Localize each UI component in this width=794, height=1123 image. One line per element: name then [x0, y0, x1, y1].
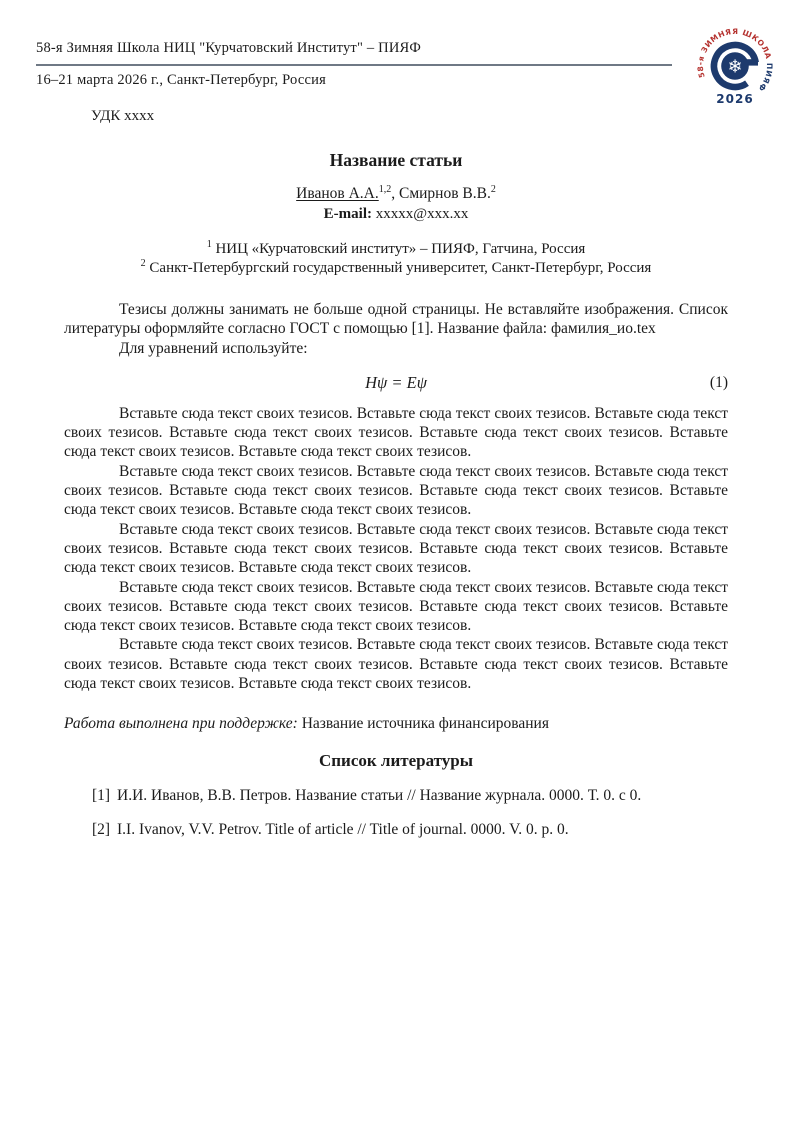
affiliation-2	[64, 259, 728, 278]
equation-block	[64, 373, 728, 397]
reference-1-text: И.И. Иванов, В.В. Петров. Название статьи // Название журнала. 0000. Т. 0. с 0.	[117, 787, 642, 805]
email-value: xxxxx@xxx.xx	[375, 206, 469, 222]
author-2: Смирнов В.В.	[398, 185, 491, 202]
affiliation-1	[64, 240, 728, 259]
article-title: Название статьи	[329, 150, 463, 170]
funding-value: Название источника финансирования	[297, 715, 549, 733]
snowflake-icon: ❄	[727, 56, 743, 78]
affiliation-2-text: Санкт-Петербургский государственный университет, Санкт-Петербург, Россия	[145, 259, 652, 276]
logo-arc-text-pnpi: ПИЯФ	[756, 62, 775, 94]
header-rule	[36, 64, 672, 66]
article-body	[64, 102, 728, 839]
funding-note	[64, 715, 728, 733]
email-label: E-mail:	[323, 206, 372, 222]
equation-number: (1)	[709, 373, 728, 391]
intro-paragraph: Тезисы должны занимать не больше одной страницы. Не вставляйте изображения. Список литературы оформляйте согласно ГОСТ с помощью [1]. Название файла: фамилия_ио.tex	[64, 301, 728, 338]
placeholder-paragraph-2: Вставьте сюда текст своих тезисов. Вставьте сюда текст своих тезисов. Вставьте сюда текст своих тезисов. Вставьте сюда текст своих тезисов. Вставьте сюда текст своих тезисов. Вставьте сюда текст своих тезисов. Вставьте сюда текст своих тезисов.	[64, 462, 728, 519]
placeholder-paragraph-1: Вставьте сюда текст своих тезисов. Вставьте сюда текст своих тезисов. Вставьте сюда текст своих тезисов. Вставьте сюда текст своих тезисов. Вставьте сюда текст своих тезисов. Вставьте сюда текст своих тезисов. Вставьте сюда текст своих тезисов.	[64, 404, 728, 461]
funding-label: Работа выполнена при поддержке:	[64, 715, 298, 733]
placeholder-paragraph-5: Вставьте сюда текст своих тезисов. Вставьте сюда текст своих тезисов. Вставьте сюда текст своих тезисов. Вставьте сюда текст своих тезисов. Вставьте сюда текст своих тезисов. Вставьте сюда текст своих тезисов. Вставьте сюда текст своих тезисов.	[64, 636, 728, 693]
affiliation-1-marker: 1	[206, 239, 212, 250]
references-heading: Список литературы	[318, 751, 474, 771]
author-2-superscript: 2	[490, 183, 496, 195]
school-logo-emblem	[692, 24, 778, 106]
reference-item-1	[64, 786, 728, 805]
logo-arc-text-school: 58-я ЗИМНЯЯ ШКОЛА	[695, 26, 774, 79]
authors-separator: ,	[391, 185, 399, 202]
author-1-superscript: 1,2	[378, 183, 392, 195]
equation-expression: Hψ = Eψ	[365, 372, 427, 392]
conference-date-location: 16–21 марта 2026 г., Санкт-Петербург, Россия	[36, 72, 326, 88]
reference-1-label: [1]	[92, 787, 111, 805]
placeholder-paragraph-3: Вставьте сюда текст своих тезисов. Вставьте сюда текст своих тезисов. Вставьте сюда текст своих тезисов. Вставьте сюда текст своих тезисов. Вставьте сюда текст своих тезисов. Вставьте сюда текст своих тезисов. Вставьте сюда текст своих тезисов.	[64, 520, 728, 577]
equation-intro-paragraph: Для уравнений используйте:	[119, 339, 308, 357]
logo-year: 2026	[716, 92, 754, 106]
affiliations	[64, 240, 728, 277]
author-1: Иванов А.А.	[296, 185, 379, 202]
reference-2-text: I.I. Ivanov, V.V. Petrov. Title of article // Title of journal. 0000. V. 0. p. 0.	[117, 821, 569, 839]
school-logo	[692, 24, 778, 106]
running-head	[36, 40, 672, 89]
udc-code: УДК xxxx	[91, 108, 155, 124]
email-line	[64, 206, 728, 223]
placeholder-paragraph-4: Вставьте сюда текст своих тезисов. Вставьте сюда текст своих тезисов. Вставьте сюда текст своих тезисов. Вставьте сюда текст своих тезисов. Вставьте сюда текст своих тезисов. Вставьте сюда текст своих тезисов. Вставьте сюда текст своих тезисов.	[64, 578, 728, 635]
affiliation-1-text: НИЦ «Курчатовский институт» – ПИЯФ, Гатчина, Россия	[211, 241, 586, 257]
conference-title: 58-я Зимняя Школа НИЦ "Курчатовский Институт" – ПИЯФ	[36, 40, 422, 56]
reference-item-2	[64, 820, 728, 839]
reference-2-label: [2]	[92, 821, 111, 839]
affiliation-2-marker: 2	[140, 257, 146, 269]
authors-line	[64, 185, 728, 203]
